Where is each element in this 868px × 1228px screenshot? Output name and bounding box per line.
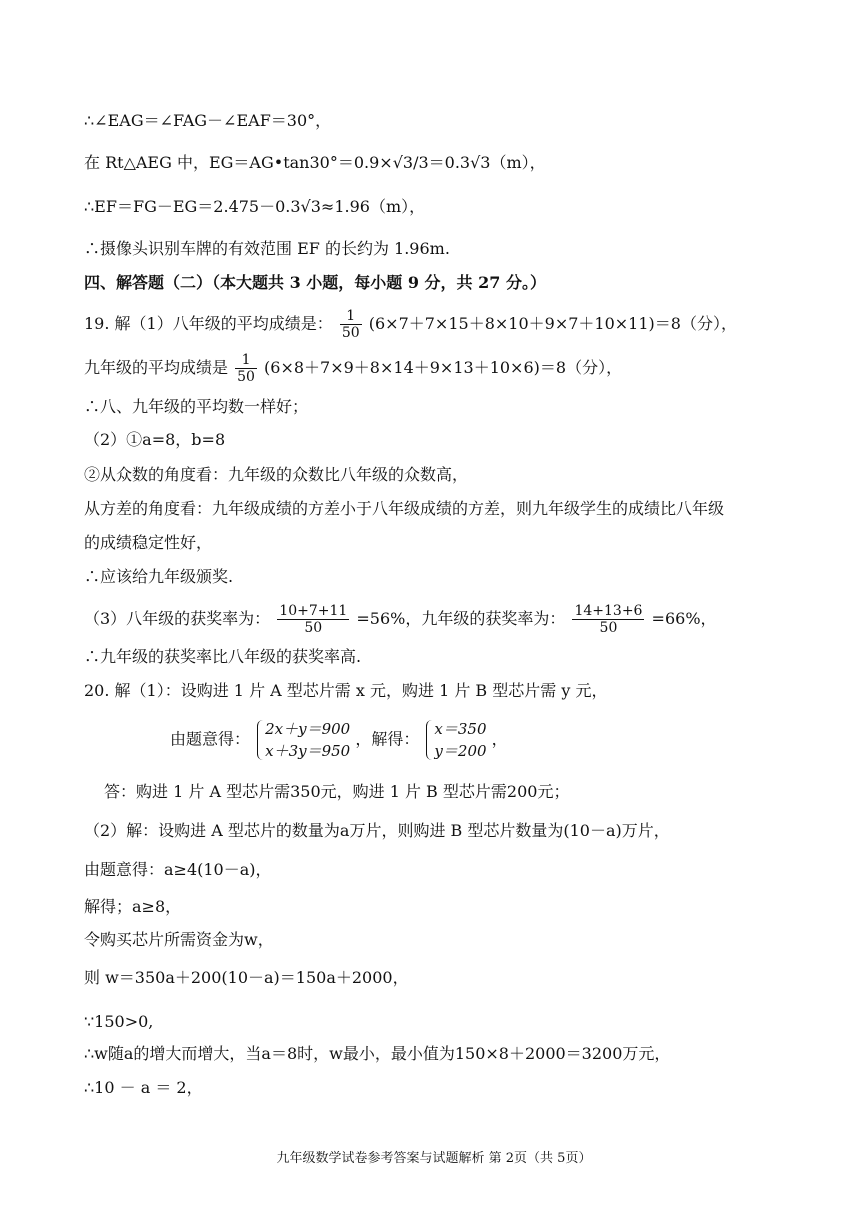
text-fragment: ，	[491, 729, 508, 749]
text-fragment: ，解得：	[355, 729, 420, 749]
equation: y＝200	[434, 742, 487, 760]
section-heading: 四、解答题（二）（本大题共 3 小题，每小题 9 分，共 27 分。）	[84, 273, 546, 292]
text-line	[84, 308, 737, 341]
text-line: 令购买芯片所需资金为w，	[84, 930, 274, 949]
equation: x＋3y＝950	[265, 742, 351, 760]
text-line: 从方差的角度看：九年级成绩的方差小于八年级成绩的方差，则九年级学生的成绩比八年级	[84, 499, 725, 518]
fraction	[340, 308, 362, 341]
fraction-denominator: 50	[304, 620, 323, 636]
text-line: 的成绩稳定性好，	[84, 533, 213, 552]
text-fragment: (6×8＋7×9＋8×14＋9×13＋10×6)＝8（分），	[264, 358, 623, 377]
text-line: ∴10 － a ＝ 2，	[84, 1078, 203, 1097]
text-fragment: (6×7＋7×15＋8×10＋9×7＋10×11)＝8（分），	[368, 314, 737, 333]
text-line: 解得；a≥8，	[84, 897, 182, 916]
text-line: 在 Rt△AEG 中，EG＝AG•tan30°＝0.9×√3/3＝0.3√3（m），	[84, 153, 546, 172]
fraction-numerator: 1	[340, 308, 362, 325]
equation: x＝350	[434, 720, 487, 738]
fraction-numerator: 10+7+11	[279, 603, 348, 619]
fraction-denominator: 50	[237, 369, 255, 385]
text-line	[84, 352, 622, 385]
fraction	[277, 603, 349, 636]
fraction-denominator: 50	[341, 325, 360, 341]
equation-system	[424, 718, 486, 762]
text-line: ∴∠EAG＝∠FAG－∠EAF＝30°，	[84, 111, 332, 130]
equation-system	[255, 718, 350, 762]
text-fragment: =66%，	[651, 609, 717, 628]
text-fragment: 由题意得：	[170, 729, 251, 749]
text-line: 由题意得：a≥4(10－a)，	[84, 860, 272, 879]
text-fragment: （3）八年级的获奖率为：	[84, 609, 271, 628]
page-footer: 九年级数学试卷参考答案与试题解析 第 2页（共 5页）	[276, 1151, 592, 1166]
text-line: ∴应该给九年级颁奖.	[84, 567, 234, 586]
text-line	[84, 603, 717, 636]
text-line: 则 w＝350a＋200(10－a)＝150a＋2000，	[84, 968, 409, 987]
text-fragment: 九年级的平均成绩是	[84, 358, 229, 377]
fraction-denominator: 50	[599, 620, 618, 636]
text-line: 答：购进 1 片 A 型芯片需350元，购进 1 片 B 型芯片需200元；	[104, 782, 570, 801]
text-fragment: =56%，九年级的获奖率为：	[356, 609, 566, 628]
text-line: ∴八、九年级的平均数一样好；	[84, 397, 309, 416]
text-line	[170, 718, 508, 762]
text-line: （2）解：设购进 A 型芯片的数量为a万片，则购进 B 型芯片数量为(10－a)万片，	[84, 821, 670, 840]
text-line: ∵150>0,	[84, 1012, 154, 1031]
fraction	[235, 352, 257, 385]
equation: 2x＋y＝900	[265, 720, 351, 738]
text-line: ∴九年级的获奖率比八年级的获奖率高.	[84, 647, 362, 666]
fraction	[572, 603, 644, 636]
text-line: 20. 解（1）：设购进 1 片 A 型芯片需 x 元，购进 1 片 B 型芯片需 y 元，	[84, 681, 608, 700]
text-line: ∴w随a的增大而增大，当a＝8时，w最小，最小值为150×8＋2000＝3200万元，	[84, 1044, 671, 1063]
text-fragment: 19. 解（1）八年级的平均成绩是：	[84, 314, 333, 333]
text-line: ∴EF＝FG－EG＝2.475－0.3√3≈1.96（m），	[84, 197, 426, 216]
text-line: ②从众数的角度看：九年级的众数比八年级的众数高，	[84, 465, 469, 484]
fraction-numerator: 14+13+6	[574, 603, 643, 619]
text-line: （2）①a=8，b=8	[84, 430, 226, 449]
fraction-numerator: 1	[235, 352, 257, 369]
text-line: ∴摄像头识别车牌的有效范围 EF 的长约为 1.96m.	[84, 239, 450, 258]
